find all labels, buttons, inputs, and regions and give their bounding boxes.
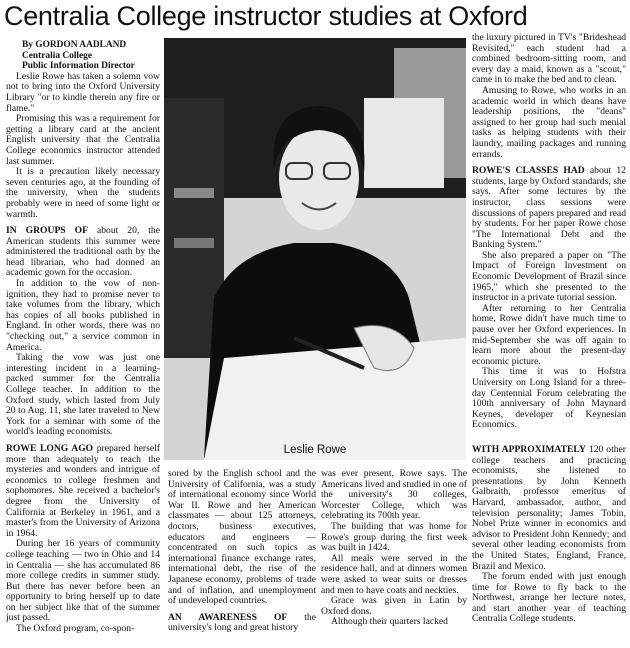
paragraph: This time it was to Hofstra University on Long Island for a three-day Centennial Forum celebrating the 100th anniversary of John Maynard Keynes, developer of Keynesian Economics. xyxy=(472,366,626,431)
photo-image xyxy=(164,38,466,460)
byline-author: By GORDON AADLAND xyxy=(22,40,127,50)
photo-caption: Leslie Rowe xyxy=(283,444,347,456)
paragraph: She also prepared a paper on "The Impact of Foreign Investment on Economic Development of Brazil since 1965," which she presented to the instructor in a private tutorial session. xyxy=(472,249,626,304)
paragraph: The Oxford program, co-spon- xyxy=(16,623,135,635)
paragraph: The building that was home for Rowe's group during the first week was built in 1424. xyxy=(321,520,467,554)
paragraph: It is a precaution likely necessary seven centuries ago, at the founding of the university, when the students probably were in need of some light or warmth. xyxy=(6,166,160,220)
paragraph: In addition to the vow of non-ignition, they had to promise never to take volumes from the library, which has copies of all books published in England. In other words, there was no "checking out," a service common in America. xyxy=(6,278,160,353)
paragraph: All meals were served in the residence hall, and at dinners women were asked to wear suits or dresses and men to have coats and neckties. xyxy=(321,552,467,596)
paragraph-text: the university's long and great history xyxy=(168,611,316,634)
paragraph: Taking the vow was just one interesting incident in a learning-packed summer for the Centralia College teacher. In addition to the Oxford study, which lasted from July 20 to Aug. 11, she later traveled to New York for a seminar with some of the world's leading economists. xyxy=(6,352,160,438)
column-2 xyxy=(168,469,316,648)
byline xyxy=(6,40,160,72)
photo-leslie-rowe xyxy=(164,38,466,460)
lead-in: ROWE LONG AGO xyxy=(6,442,94,454)
lead-in: ROWE'S CLASSES HAD xyxy=(472,165,585,177)
lead-in: AN AWARENESS OF xyxy=(168,611,288,623)
paragraph-text: about 20, the American students this summer were administered the traditional oath by the head librarian, who had donned an academic gown for the occasion. xyxy=(6,225,160,279)
paragraph xyxy=(472,445,626,572)
byline-title: Public Information Director xyxy=(22,61,135,72)
paragraph xyxy=(6,226,160,279)
paragraph: During her 16 years of community college teaching — two in Ohio and 14 in Centralia — she has accumulated 86 more college credits in summer study. But there has never before been an opportunity to bring herself up to date on her subject like that of the summer just passed. xyxy=(6,538,160,624)
column-1 xyxy=(6,40,160,648)
paragraph: Leslie Rowe has taken a solemn vow not to bring into the Oxford University Library "or to kindle therein any fire or flame." xyxy=(6,70,160,114)
paragraph: The forum ended with just enough time for Rowe to fly back to the Northwest, arrange her lecture notes, and start another year of teaching Centralia College students. xyxy=(472,571,626,625)
paragraph: Promising this was a requirement for getting a library card at the ancient English university that the Centralia College economics instructor attended last summer. xyxy=(6,113,160,167)
paragraph: sored by the English school and the University of California, was a study of international economy since World War II. Rowe and her American classmates — about 125 attorneys, doctors, business executives, educators and engineers — concentrated on such topics as international finance exchange rates, international debt, the rise of the Japanese economy, problems of trade and of inflation, and unemployment of undeveloped countries. xyxy=(168,469,316,607)
paragraph-text: about 12 students, large by Oxford standards, she says. After some lectures by the instructor, class sessions were discussions of papers prepared and read by students. For her paper Rowe chose "The International Debt and the Banking System." xyxy=(472,165,626,251)
headline: Centralia College instructor studies at Oxford xyxy=(4,1,528,31)
paragraph: Grace was given in Latin by Oxford dons. xyxy=(321,595,467,617)
paragraph: was ever present, Rowe says. The Americans lived and studied in one of the university's 30 colleges, Worcester College, which was celebrating its 700th year. xyxy=(321,469,467,522)
paragraph xyxy=(472,166,626,251)
paragraph-text: 120 other college teachers and practicing economists, she listened to presentations by John Kenneth Galbraith, professor emeritus of Harvard, ambassador, author, and television personality; James Tobin, Nobel Prize winner in economics and advisor to President John Kennedy; and several other leading economists from the United States, England, France, Brazil and Mexico. xyxy=(472,443,626,572)
paragraph: Amusing to Rowe, who works in an academic world in which deans have leadership positions, the "deans" assigned to her group had such menial tasks as helping students with their laundry, mailing packages and running errands. xyxy=(472,84,626,160)
paragraph xyxy=(168,613,316,634)
paragraph: Although their quarters lacked xyxy=(331,616,448,628)
lead-in: WITH APPROXIMATELY xyxy=(472,443,586,455)
paragraph-text: prepared herself more than adequately to teach the mysteries and wonders and intrigue of economics to college freshmen and sophomores. She received a bachelor's degree from the University of California at Berkeley in 1961, and a master's from the University of Arizona in 1964. xyxy=(6,442,160,539)
lead-in: IN GROUPS OF xyxy=(6,225,88,237)
byline-org: Centralia College xyxy=(22,50,93,61)
column-4 xyxy=(472,33,626,648)
column-3 xyxy=(321,469,467,648)
paragraph: the luxury pictured in TV's "Brideshead Revisited," each student had a combined bedroom-sitting room, and every day a maid, known as a "scout," came in to make the bed and to clean. xyxy=(472,33,626,86)
paragraph xyxy=(6,444,160,539)
paragraph: After returning to her Centralia home, Rowe didn't have much time to pause over her Oxford experiences. In mid-September she was off again to learn more about the present-day economic picture. xyxy=(472,302,626,367)
